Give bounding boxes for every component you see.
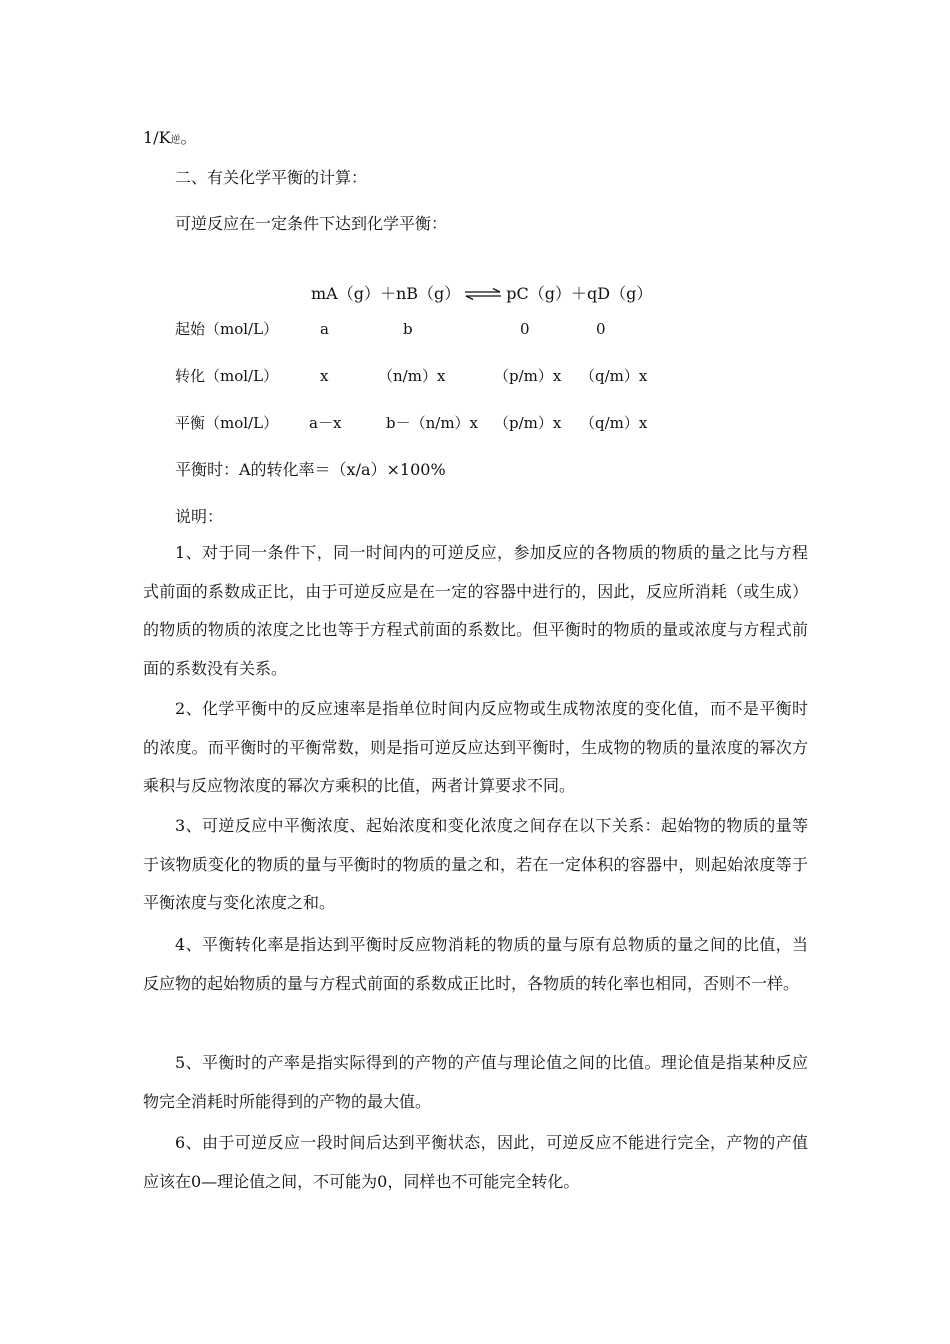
reaction-equation bbox=[311, 283, 652, 306]
cell-equilibrium-c: （p/m）x bbox=[494, 414, 562, 432]
conversion-rate: 平衡时：A的转化率＝（x/a）×100% bbox=[175, 460, 446, 479]
cell-initial-a: a bbox=[320, 320, 329, 338]
equilibrium-arrow-icon bbox=[464, 284, 502, 306]
row-label-equilibrium: 平衡（mol/L） bbox=[175, 414, 279, 432]
note-6: 6、由于可逆反应一段时间后达到平衡状态，因此，可逆反应不能进行完全，产物的产值应该在0—理论值之间，不可能为0，同样也不可能完全转化。 bbox=[143, 1133, 808, 1191]
top-line-end: 。 bbox=[180, 128, 197, 147]
note-3: 3、可逆反应中平衡浓度、起始浓度和变化浓度之间存在以下关系：起始物的物质的量等于该物质变化的物质的量与平衡时的物质的量之和，若在一定体积的容器中，则起始浓度等于平衡浓度与变化浓度之和。 bbox=[143, 816, 808, 912]
cell-change-d: （q/m）x bbox=[580, 367, 648, 385]
k-subscript: 逆 bbox=[170, 135, 181, 146]
cell-initial-d: 0 bbox=[596, 320, 606, 338]
note-4: 4、平衡转化率是指达到平衡时反应物消耗的物质的量与原有总物质的量之间的比值，当反应物的起始物质的量与方程式前面的系数成正比时，各物质的转化率也相同，否则不一样。 bbox=[143, 935, 808, 993]
equation-reactants: mA（g）＋nB（g） bbox=[311, 284, 461, 303]
top-line bbox=[143, 127, 197, 152]
equation-products: pC（g）＋qD（g） bbox=[506, 284, 653, 303]
cell-equilibrium-d: （q/m）x bbox=[580, 414, 648, 432]
cell-change-c: （p/m）x bbox=[494, 367, 562, 385]
section-heading: 二、有关化学平衡的计算： bbox=[175, 168, 368, 187]
cell-initial-c: 0 bbox=[520, 320, 530, 338]
cell-change-b: （n/m）x bbox=[378, 367, 446, 385]
k-reverse-text: 1/K bbox=[143, 128, 171, 147]
cell-equilibrium-a: a－x bbox=[309, 414, 342, 432]
intro-text: 可逆反应在一定条件下达到化学平衡： bbox=[175, 214, 448, 233]
note-2: 2、化学平衡中的反应速率是指单位时间内反应物或生成物浓度的变化值，而不是平衡时的浓度。而平衡时的平衡常数，则是指可逆反应达到平衡时，生成物的物质的量浓度的幂次方乘积与反应物浓度的幂次方乘积的比值，两者计算要求不同。 bbox=[143, 699, 808, 795]
cell-initial-b: b bbox=[403, 320, 413, 338]
cell-equilibrium-b: b－（n/m）x bbox=[386, 414, 478, 432]
note-1: 1、对于同一条件下，同一时间内的可逆反应，参加反应的各物质的物质的量之比与方程式前面的系数成正比，由于可逆反应是在一定的容器中进行的，因此，反应所消耗（或生成）的物质的物质的浓度之比也等于方程式前面的系数比。但平衡时的物质的量或浓度与方程式前面的系数没有关系。 bbox=[143, 543, 808, 678]
cell-change-a: x bbox=[320, 367, 329, 385]
row-label-initial: 起始（mol/L） bbox=[175, 320, 279, 338]
row-label-change: 转化（mol/L） bbox=[175, 367, 279, 385]
note-5: 5、平衡时的产率是指实际得到的产物的产值与理论值之间的比值。理论值是指某种反应物完全消耗时所能得到的产物的最大值。 bbox=[143, 1053, 808, 1111]
note-heading: 说明： bbox=[175, 507, 224, 526]
